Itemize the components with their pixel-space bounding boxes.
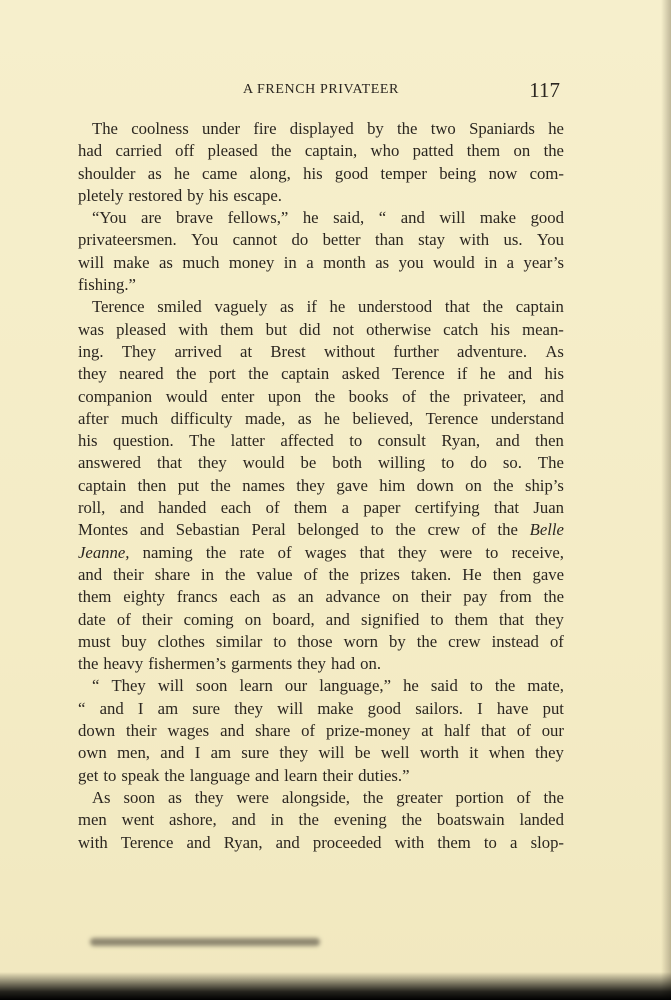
page-number: 117	[529, 78, 560, 102]
text-line: ing. They arrived at Brest without further adventure. As	[78, 341, 564, 361]
scan-smudge	[90, 938, 320, 946]
scan-bottom-shadow	[0, 972, 671, 1000]
text-line: Terence smiled vaguely as if he understood that the captain	[92, 297, 564, 317]
text-line: “You are brave fellows,” he said, “ and will make good	[92, 208, 564, 228]
text-line: answered that they would be both willing to do so. The	[78, 453, 564, 473]
text-line: pletely restored by his escape.	[78, 185, 282, 205]
text-line: they neared the port the captain asked Terence if he and his	[78, 364, 564, 384]
text-line: Montes and Sebastian Peral belonged to the crew of the Belle	[78, 520, 564, 540]
text-line: had carried off pleased the captain, who patted them on the	[78, 141, 564, 161]
text-line: was pleased with them but did not otherwise catch his mean-	[78, 319, 564, 339]
text-line: after much difficulty made, as he believed, Terence understand	[78, 408, 564, 428]
text-line: get to speak the language and learn their duties.”	[78, 765, 410, 785]
text-line: must buy clothes similar to those worn by the crew instead of	[78, 631, 564, 651]
text-line: The coolness under fire displayed by the two Spaniards he	[92, 119, 564, 138]
text-line: fishing.”	[78, 275, 136, 295]
text-line: his question. The latter affected to consult Ryan, and then	[78, 431, 564, 451]
text-line: date of their coming on board, and signified to them that they	[78, 609, 564, 629]
text-line: will make as much money in a month as you would in a year’s	[78, 252, 564, 272]
text-line: down their wages and share of prize-money at half that of our	[78, 721, 564, 741]
text-line: companion would enter upon the books of the privateer, and	[78, 386, 564, 406]
text-line: captain then put the names they gave him down on the ship’s	[78, 475, 564, 495]
running-head	[78, 80, 564, 106]
text-line: “ They will soon learn our language,” he said to the mate,	[92, 676, 564, 696]
text-line: and their share in the value of the prizes taken. He then gave	[78, 564, 564, 584]
text-line: Jeanne, naming the rate of wages that they were to receive,	[78, 542, 564, 562]
text-line: privateersmen. You cannot do better than stay with us. You	[78, 230, 564, 250]
text-line: “ and I am sure they will make good sailors. I have put	[78, 698, 564, 718]
running-title: A FRENCH PRIVATEER	[242, 82, 400, 97]
text-line: own men, and I am sure they will be well worth it when they	[78, 743, 564, 763]
text-line: roll, and handed each of them a paper certifying that Juan	[78, 498, 564, 518]
text-line: As soon as they were alongside, the greater portion of the	[92, 787, 564, 807]
text-line: men went ashore, and in the evening the boatswain landed	[78, 810, 564, 830]
text-line: them eighty francs each as an advance on their pay from the	[78, 587, 564, 607]
text-line: with Terence and Ryan, and proceeded with them to a slop-	[78, 832, 564, 852]
page-edge-shadow	[661, 0, 671, 1000]
text-line: the heavy fishermen’s garments they had on.	[78, 654, 381, 674]
body-text	[78, 118, 564, 854]
text-line: shoulder as he came along, his good temper being now com-	[78, 163, 564, 183]
